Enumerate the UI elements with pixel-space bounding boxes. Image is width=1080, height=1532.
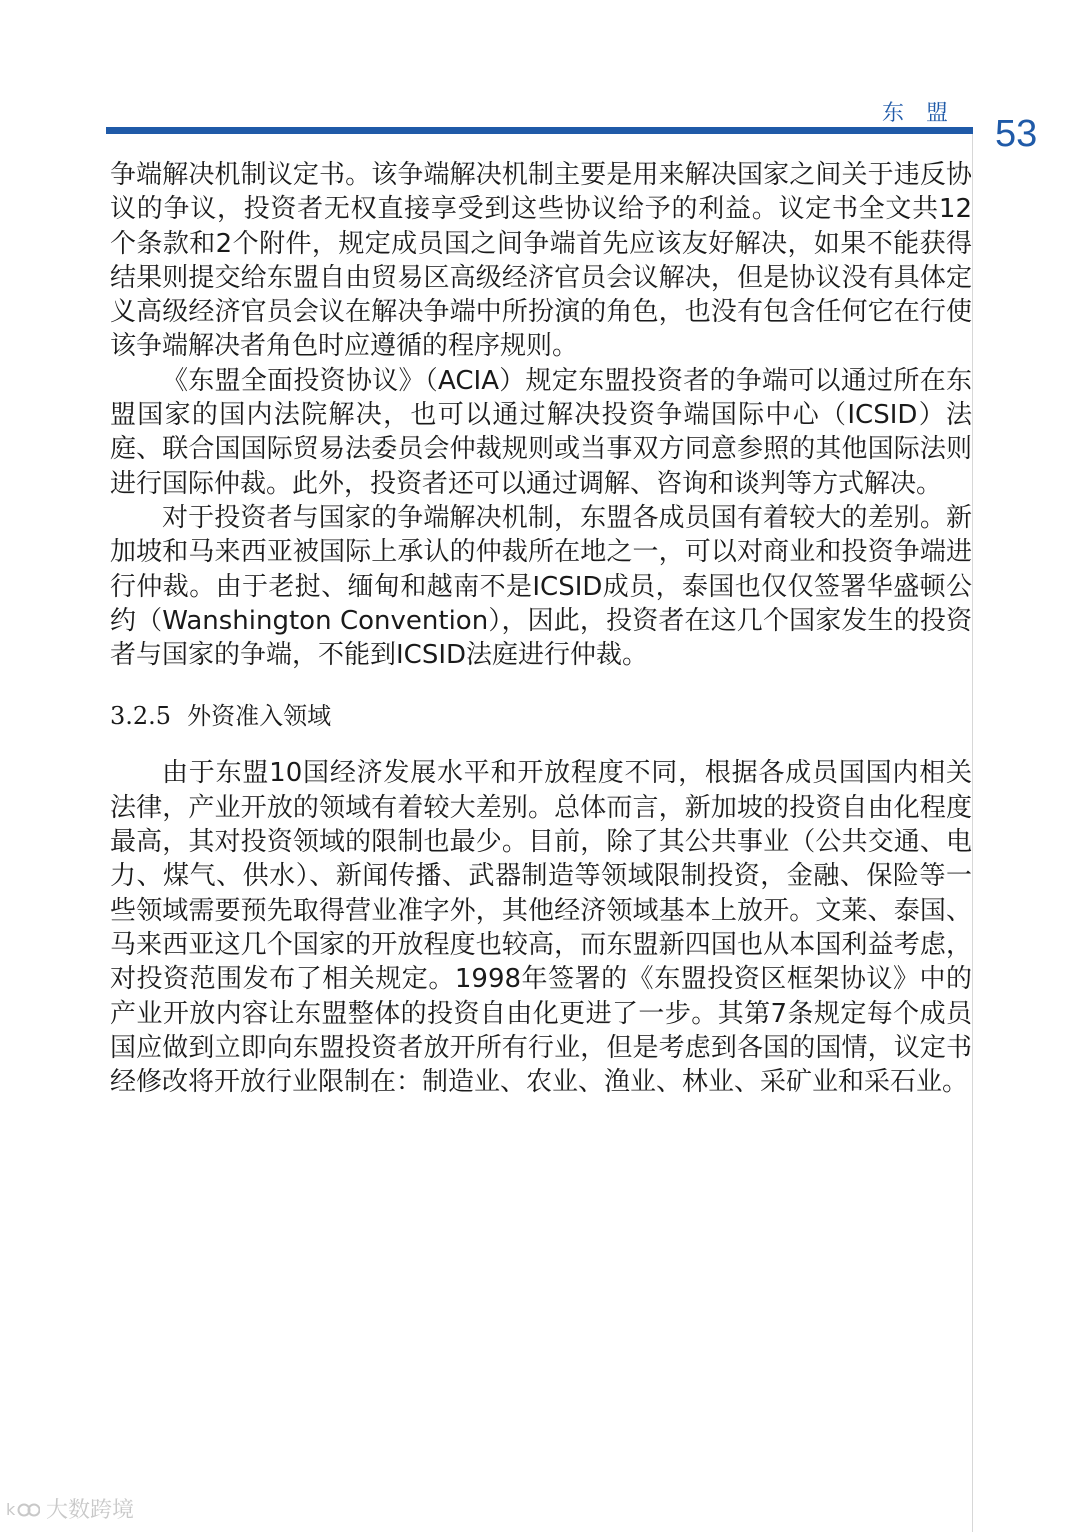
page-body [110,158,972,1099]
section-title: 外资准入领域 [187,702,332,731]
running-header-title: 东盟 [881,101,970,126]
watermark [6,1493,134,1524]
svg-text:k: k [6,1499,16,1519]
paragraph-3: 对于投资者与国家的争端解决机制，东盟各成员国有着较大的差别。新加坡和马来西亚被国际上承认的仲裁所在地之一，可以对商业和投资争端进行仲裁。由于老挝、缅甸和越南不是ICSID成员，泰国也仅仅签署华盛顿公约（Wanshington Convention），因此，投资者在这几个国家发生的投资者与国家的争端，不能到ICSID法庭进行仲裁。 [110,502,972,671]
header-rule [106,127,973,134]
page-number: 53 [995,113,1038,155]
paragraph-2: 《东盟全面投资协议》（ACIA）规定东盟投资者的争端可以通过所在东盟国家的国内法院解决，也可以通过解决投资争端国际中心（ICSID）法庭、联合国国际贸易法委员会仲裁规则或当事双方同意参照的其他国际法则进行国际仲裁。此外，投资者还可以通过调解、咨询和谈判等方式解决。 [110,365,972,499]
brand-logo-icon [6,1498,40,1520]
paragraph-1: 争端解决机制议定书。该争端解决机制主要是用来解决国家之间关于违反协议的争议，投资者无权直接享受到这些协议给予的利益。议定书全文共12个条款和2个附件，规定成员国之间争端首先应该友好解决，如果不能获得结果则提交给东盟自由贸易区高级经济官员会议解决，但是协议没有具体定义高级经济官员会议在解决争端中所扮演的角色，也没有包含任何它在行使该争端解决者角色时应遵循的程序规则。 [110,160,972,362]
watermark-text: 大数跨境 [46,1498,135,1523]
section-heading [110,700,972,732]
margin-rule [972,134,973,1532]
section-number: 3.2.5 [110,702,172,731]
section-paragraph-1: 由于东盟10国经济发展水平和开放程度不同，根据各成员国国内相关法律，产业开放的领域有着较大差别。总体而言，新加坡的投资自由化程度最高，其对投资领域的限制也最少。目前，除了其公共事业（公共交通、电力、煤气、供水）、新闻传播、武器制造等领域限制投资，金融、保险等一些领域需要预先取得营业准字外，其他经济领域基本上放开。文莱、泰国、马来西亚这几个国家的开放程度也较高，而东盟新四国也从本国利益考虑，对投资范围发布了相关规定。1998年签署的《东盟投资区框架协议》中的产业开放内容让东盟整体的投资自由化更进了一步。其第7条规定每个成员国应做到立即向东盟投资者放开所有行业，但是考虑到各国的国情，议定书经修改将开放行业限制在：制造业、农业、渔业、林业、采矿业和采石业。 [110,758,972,1098]
